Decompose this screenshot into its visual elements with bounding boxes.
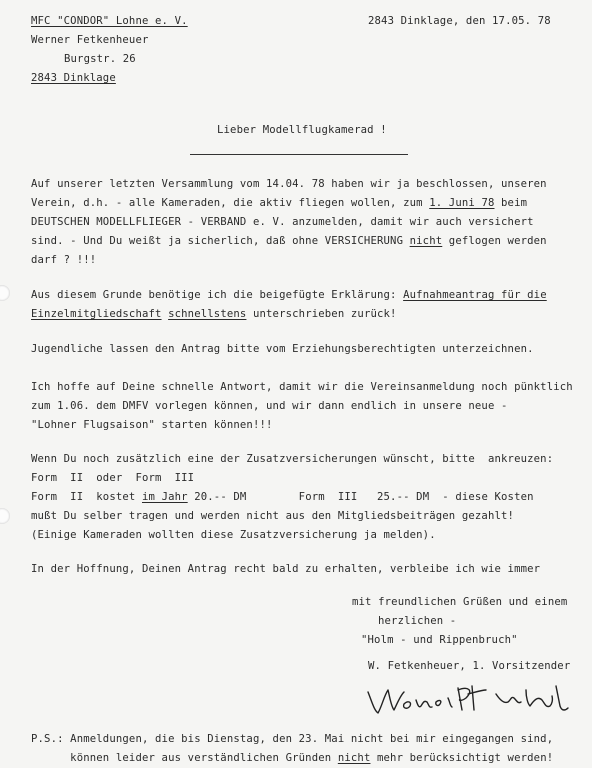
p4-line-1: Ich hoffe auf Deine schnelle Antwort, damit wir die Vereinsanmeldung noch pünktlich [31,381,573,393]
p5-line-2: Form II oder Form III [31,472,195,484]
p1-line-2-c: beim [494,197,528,209]
p5-line-3-a: Form II kostet [31,491,142,503]
ps-line-2-c: mehr berücksichtigt werden! [370,752,554,764]
p1-line-4 [31,235,547,248]
salutation-rule [190,154,408,155]
closing-line-1: mit freundlichen Grüßen und einem [352,596,568,608]
signatory: W. Fetkenheuer, 1. Vorsitzender [368,660,571,672]
p1-line-2 [31,197,527,210]
p4-line-2: zum 1.06. dem DMFV vorlegen können, und wir dann endlich in unsere neue - [31,400,508,412]
p1-line-3: DEUTSCHEN MODELLFLIEGER - VERBAND e. V. anzumelden, damit wir auch versichert [31,216,534,228]
p1-line-4-c: geflogen werden [442,235,547,247]
p1-line-4-a: sind. - Und Du weißt ja sicherlich, daß ohne VERSICHERUNG [31,235,410,247]
ps-line-2-a: können leider aus verständlichen Gründen [31,752,338,764]
p2-schnellstens: schnellstens [168,308,247,320]
p1-nicht-underlined: nicht [409,235,443,247]
sender-name: Werner Fetkenheuer [31,34,149,46]
closing-line-3: "Holm - und Rippenbruch" [361,634,518,646]
p5-line-3-c: 20.-- DM Form III 25.-- DM - diese Kosten [187,491,534,503]
p5-im-jahr: im Jahr [141,491,188,503]
p2-form-title-1: Aufnahmeantrag für die [403,289,547,301]
sender-city: 2843 Dinklage [31,72,116,84]
p1-line-2-a: Verein, d.h. - alle Kameraden, die aktiv fliegen wollen, zum [31,197,430,209]
place-date: 2843 Dinklage, den 17.05. 78 [368,15,551,27]
ps-line-1: P.S.: Anmeldungen, die bis Dienstag, den 23. Mai nicht bei mir eingegangen sind, [31,733,554,745]
ps-nicht-underlined: nicht [337,752,371,764]
p1-date-underlined: 1. Juni 78 [429,197,495,209]
p5-line-1: Wenn Du noch zusätzlich eine der Zusatzversicherungen wünscht, bitte ankreuzen: [31,453,554,465]
p2-form-title-2: Einzelmitgliedschaft [31,308,162,320]
p6-line: In der Hoffnung, Deinen Antrag recht bald zu erhalten, verbleibe ich wie immer [31,563,541,575]
handwritten-signature [360,680,590,720]
p2-line-1-a: Aus diesem Grunde benötige ich die beigefügte Erklärung: [31,289,404,301]
p3-line: Jugendliche lassen den Antrag bitte vom Erziehungsberechtigten unterzeichnen. [31,343,534,355]
p1-line-5: darf ? !!! [31,254,97,266]
punch-hole-bottom [0,508,10,524]
p2-line-2-d: unterschrieben zurück! [246,308,397,320]
ps-line-2 [31,752,553,765]
p1-line-1: Auf unserer letzten Versammlung vom 14.04. 78 haben wir ja beschlossen, unseren [31,178,547,190]
p2-line-1 [31,289,547,302]
p4-line-3: "Lohner Flugsaison" starten können!!! [31,419,273,431]
punch-hole-top [0,285,10,301]
p5-line-4: mußt Du selber tragen und werden nicht aus den Mitgliedsbeiträgen gezahlt! [31,510,515,522]
p2-line-2 [31,308,397,321]
sender-street: Burgstr. 26 [64,53,136,65]
p5-line-5: (Einige Kameraden wollten diese Zusatzversicherung ja melden). [31,529,436,541]
salutation: Lieber Modellflugkamerad ! [217,124,387,136]
closing-line-2: herzlichen - [378,615,457,627]
club-name: MFC "CONDOR" Lohne e. V. [31,15,188,27]
p5-line-3 [31,491,534,504]
